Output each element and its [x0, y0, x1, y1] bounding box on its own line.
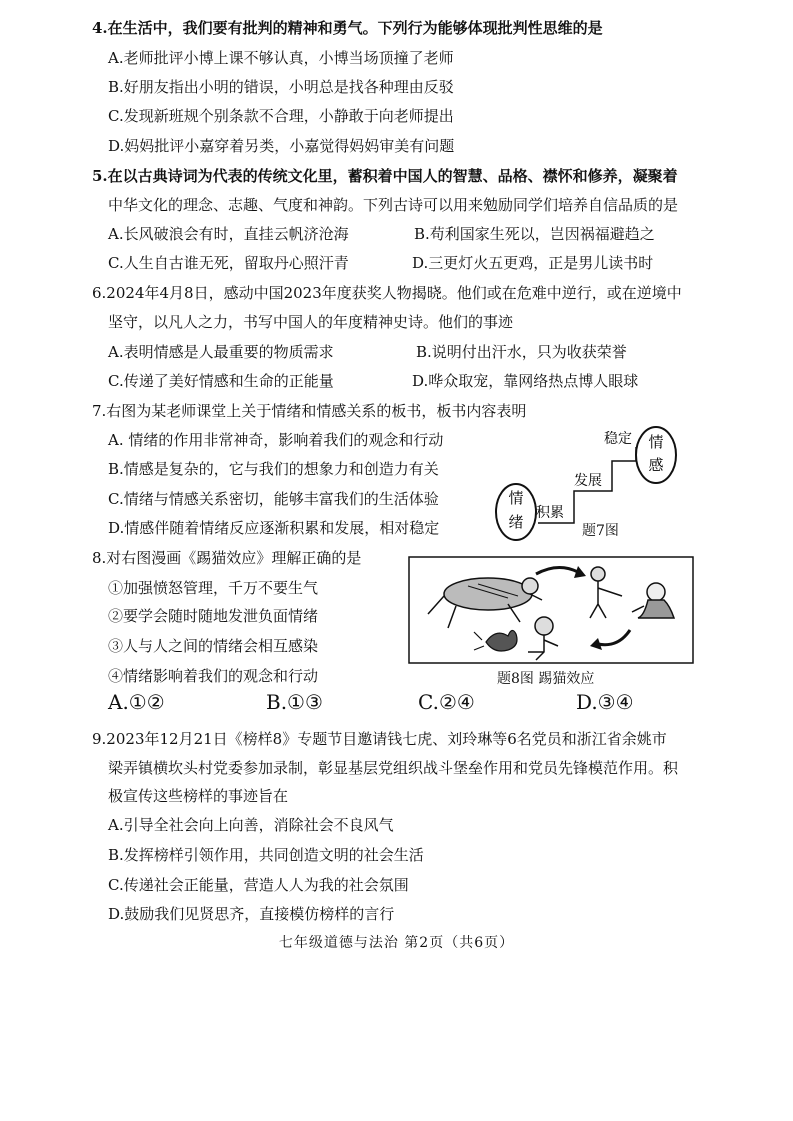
q5-option-a: A.长风破浪会有时，直挂云帆济沧海: [108, 225, 349, 243]
step-accumulate-label: 积累: [536, 505, 564, 521]
q9-option-a: A.引导全社会向上向善，消除社会不良风气: [108, 816, 394, 834]
q4-option-b: B.好朋友指出小明的错误，小明总是找各种理由反驳: [108, 78, 454, 96]
q6-stem-line1: 6.2024年4月8日，感动中国2023年度获奖人物揭晓。他们或在危难中逆行，或在逆境中: [92, 284, 682, 302]
q7-option-d: D.情感伴随着情绪反应逐渐积累和发展，相对稳定: [108, 519, 440, 537]
q4-stem: 4.在生活中，我们要有批判的精神和勇气。下列行为能够体现批判性思维的是: [92, 19, 603, 37]
arrow-top-icon: [536, 567, 578, 574]
feeling-circle-top-label: 情: [648, 433, 664, 451]
q7-option-a: A. 情绪的作用非常神奇，影响着我们的观念和行动: [108, 431, 444, 449]
emotion-circle-top-label: 情: [508, 489, 524, 507]
q9-stem-line1: 9.2023年12月21日《榜样8》专题节目邀请钱七虎、刘玲琳等6名党员和浙江省余姚市: [92, 730, 667, 748]
q5-stem-line2: 中华文化的理念、志趣、气度和神韵。下列古诗可以用来勉励同学们培养自信品质的是: [108, 196, 679, 214]
q6-option-c: C.传递了美好情感和生命的正能量: [108, 372, 334, 390]
q8-option-d: D.③④: [576, 690, 634, 714]
q9-option-b: B.发挥榜样引领作用，共同创造文明的社会生活: [108, 846, 424, 864]
q6-stem-line2: 坚守，以凡人之力，书写中国人的年度精神史诗。他们的事迹: [108, 313, 514, 331]
q5-option-c: C.人生自古谁无死，留取丹心照汗青: [108, 254, 349, 272]
q5-option-d: D.三更灯火五更鸡，正是男儿读书时: [412, 254, 654, 272]
figure8-caption: 题8图 踢猫效应: [497, 671, 595, 687]
child-figure: [528, 617, 558, 660]
q8-stem: 8.对右图漫画《踢猫效应》理解正确的是: [92, 549, 362, 567]
page-footer: 七年级道德与法治 第2页（共6页）: [278, 935, 515, 951]
q8-option-b: B.①③: [266, 690, 323, 714]
q6-option-d: D.哗众取宠，靠网络热点博人眼球: [412, 372, 639, 390]
step-develop-label: 发展: [574, 473, 602, 489]
q5-stem-line1: 5.在以古典诗词为代表的传统文化里，蓄积着中国人的智慧、品格、襟怀和修养，凝聚着: [92, 167, 678, 185]
man-figure: [590, 567, 622, 618]
q7-stem: 7.右图为某老师课堂上关于情绪和情感关系的板书，板书内容表明: [92, 402, 527, 420]
q8-statement-3: ③人与人之间的情绪会相互感染: [108, 637, 319, 655]
q5-option-b: B.苟利国家生死以，岂因祸福避趋之: [414, 225, 655, 243]
q9-stem-line2: 梁弄镇横坎头村党委参加录制，彰显基层党组织战斗堡垒作用和党员先锋模范作用。积: [108, 759, 679, 777]
q7-option-b: B.情感是复杂的，它与我们的想象力和创造力有关: [108, 460, 439, 478]
q9-option-d: D.鼓励我们见贤思齐，直接模仿榜样的言行: [108, 905, 395, 923]
q8-option-c: C.②④: [418, 690, 475, 714]
kick-the-cat-cartoon: [408, 556, 694, 664]
figure7-caption: 题7图: [582, 523, 619, 539]
step-stable-label: 稳定: [604, 431, 632, 447]
q8-option-a: A.①②: [108, 690, 165, 714]
q6-option-a: A.表明情感是人最重要的物质需求: [108, 343, 334, 361]
q4-option-a: A.老师批评小博上课不够认真，小博当场顶撞了老师: [108, 49, 454, 67]
q7-option-c: C.情绪与情感关系密切，能够丰富我们的生活体验: [108, 490, 439, 508]
cat-figure: [474, 630, 517, 651]
feeling-circle-bottom-label: 感: [648, 456, 664, 474]
arrow-bottom-icon: [598, 630, 630, 645]
q9-stem-line3: 极宣传这些榜样的事迹旨在: [108, 787, 289, 805]
emotion-circle-bottom-label: 绪: [508, 513, 524, 531]
q8-statement-4: ④情绪影响着我们的观念和行动: [108, 667, 319, 685]
q8-statement-2: ②要学会随时随地发泄负面情绪: [108, 607, 319, 625]
q8-statement-1: ①加强愤怒管理，千万不要生气: [108, 579, 319, 597]
q6-option-b: B.说明付出汗水，只为收获荣誉: [416, 343, 627, 361]
q4-option-c: C.发现新班规个别条款不合理，小静敢于向老师提出: [108, 107, 454, 125]
q9-option-c: C.传递社会正能量，营造人人为我的社会氛围: [108, 876, 409, 894]
q4-option-d: D.妈妈批评小嘉穿着另类，小嘉觉得妈妈审美有问题: [108, 137, 455, 155]
boss-figure: [428, 578, 542, 628]
woman-figure: [632, 583, 674, 618]
